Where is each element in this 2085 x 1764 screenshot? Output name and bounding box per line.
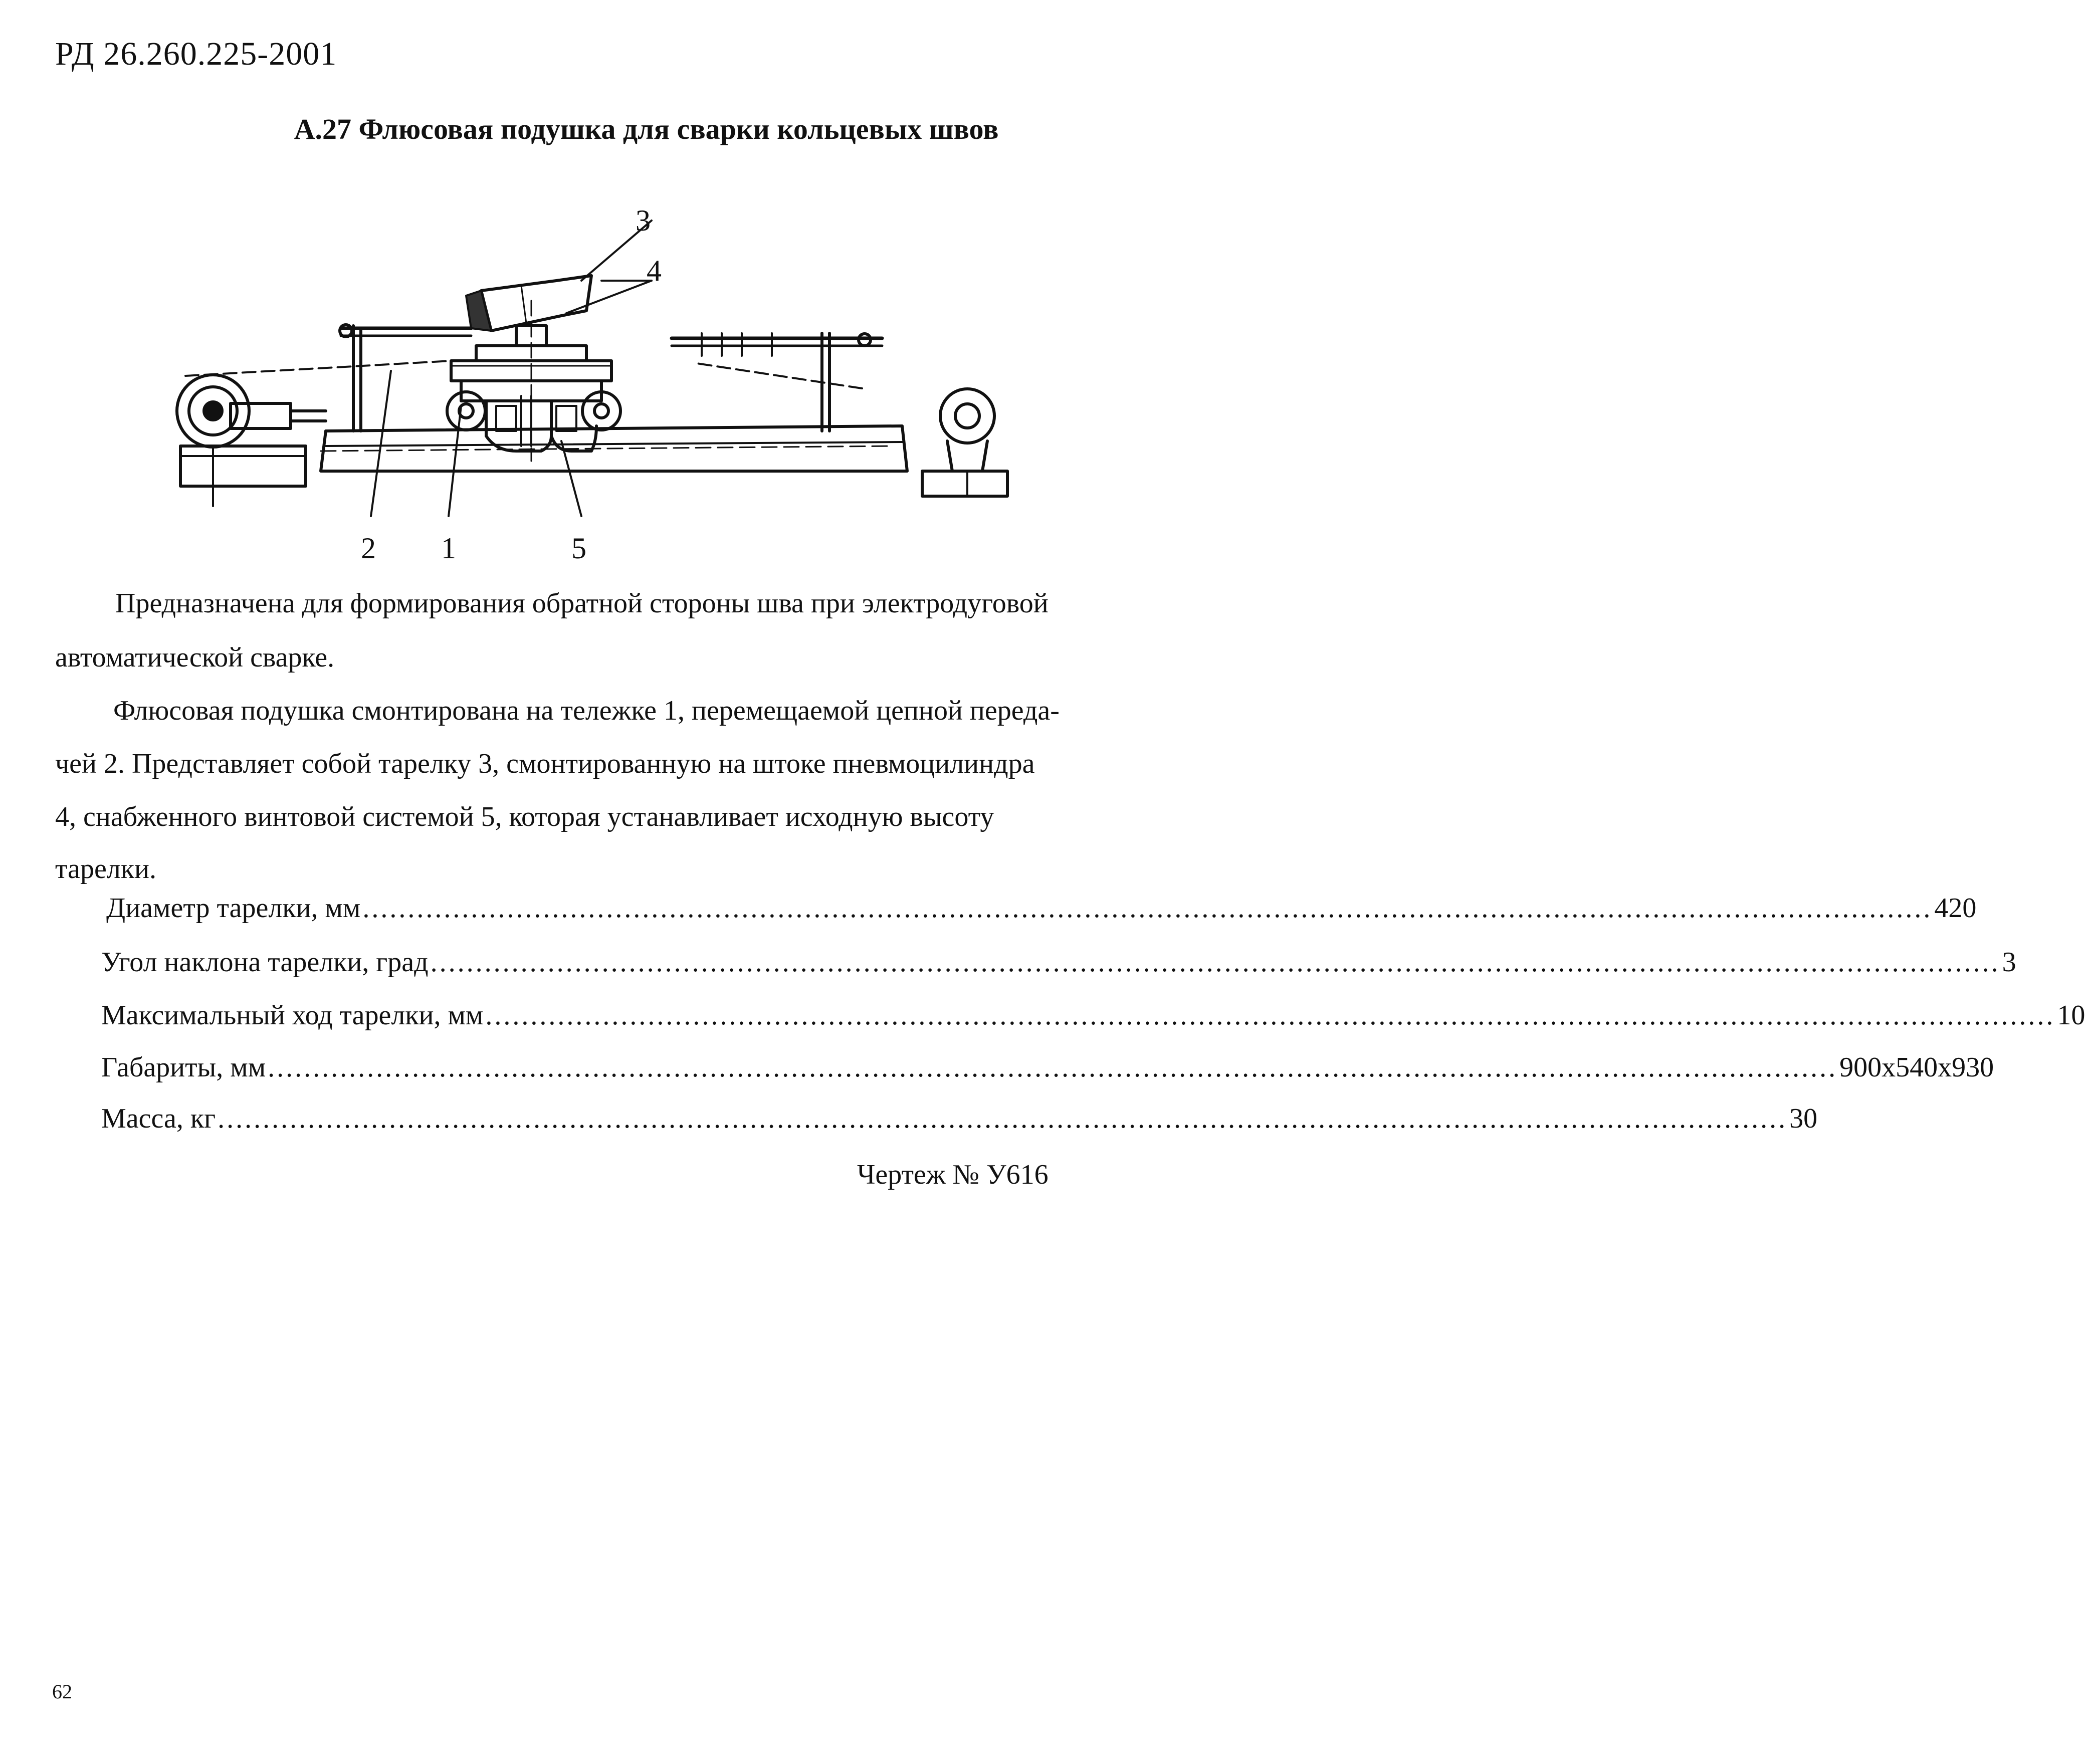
drawing-number: Чертеж № У616 [857,1159,1049,1190]
spec-label: Угол наклона тарелки, град [101,947,429,978]
paragraph-2-line-2: чей 2. Представляет собой тарелку 3, смонтированную на штоке пневмоцилиндра [55,748,1035,779]
figure-callout-3: 3 [636,204,651,237]
spec-label: Габариты, мм [101,1052,266,1083]
spec-value: 30 [1789,1103,1818,1134]
spec-value: 3 [2002,947,2016,978]
figure-callout-1: 1 [441,532,456,565]
spec-value: 420 [1934,893,1977,924]
flux-pad-drawing [170,210,1032,571]
spec-row-dimensions [101,1051,1994,1083]
spec-label: Максимальный ход тарелки, мм [101,1000,484,1031]
spec-leader-dots: .............................................................................................................................................................................. [362,893,1933,924]
figure-callout-4: 4 [647,254,662,287]
page-number: 62 [52,1680,72,1703]
spec-label: Диаметр тарелки, мм [106,893,361,924]
paragraph-1-line-2: автоматической сварке. [55,642,335,673]
document-code: РД 26.260.225-2001 [55,36,337,72]
paragraph-2-line-4: тарелки. [55,853,156,885]
spec-leader-dots: .............................................................................................................................................................................. [430,947,2000,978]
section-title: А.27 Флюсовая подушка для сварки кольцевых швов [294,113,999,145]
spec-row-plate-travel [101,999,2085,1031]
spec-leader-dots: .............................................................................................................................................................................. [218,1103,1788,1134]
paragraph-1-line-1: Предназначена для формирования обратной стороны шва при электродуговой [115,588,1049,619]
spec-value: 900x540x930 [1839,1052,1994,1083]
spec-value: 10 [2057,1000,2085,1031]
figure-callout-2: 2 [361,532,376,565]
spec-leader-dots: .............................................................................................................................................................................. [485,1000,2055,1031]
spec-row-mass [101,1102,1818,1135]
figure-callout-5: 5 [571,532,586,565]
spec-label: Масса, кг [101,1103,216,1134]
paragraph-2-line-1: Флюсовая подушка смонтирована на тележке 1, перемещаемой цепной переда- [113,695,1060,726]
spec-row-plate-diameter [106,892,1977,924]
spec-leader-dots: .............................................................................................................................................................................. [268,1052,1838,1083]
paragraph-2-line-3: 4, снабженного винтовой системой 5, которая устанавливает исходную высоту [55,801,994,832]
spec-row-plate-angle [101,946,2016,978]
